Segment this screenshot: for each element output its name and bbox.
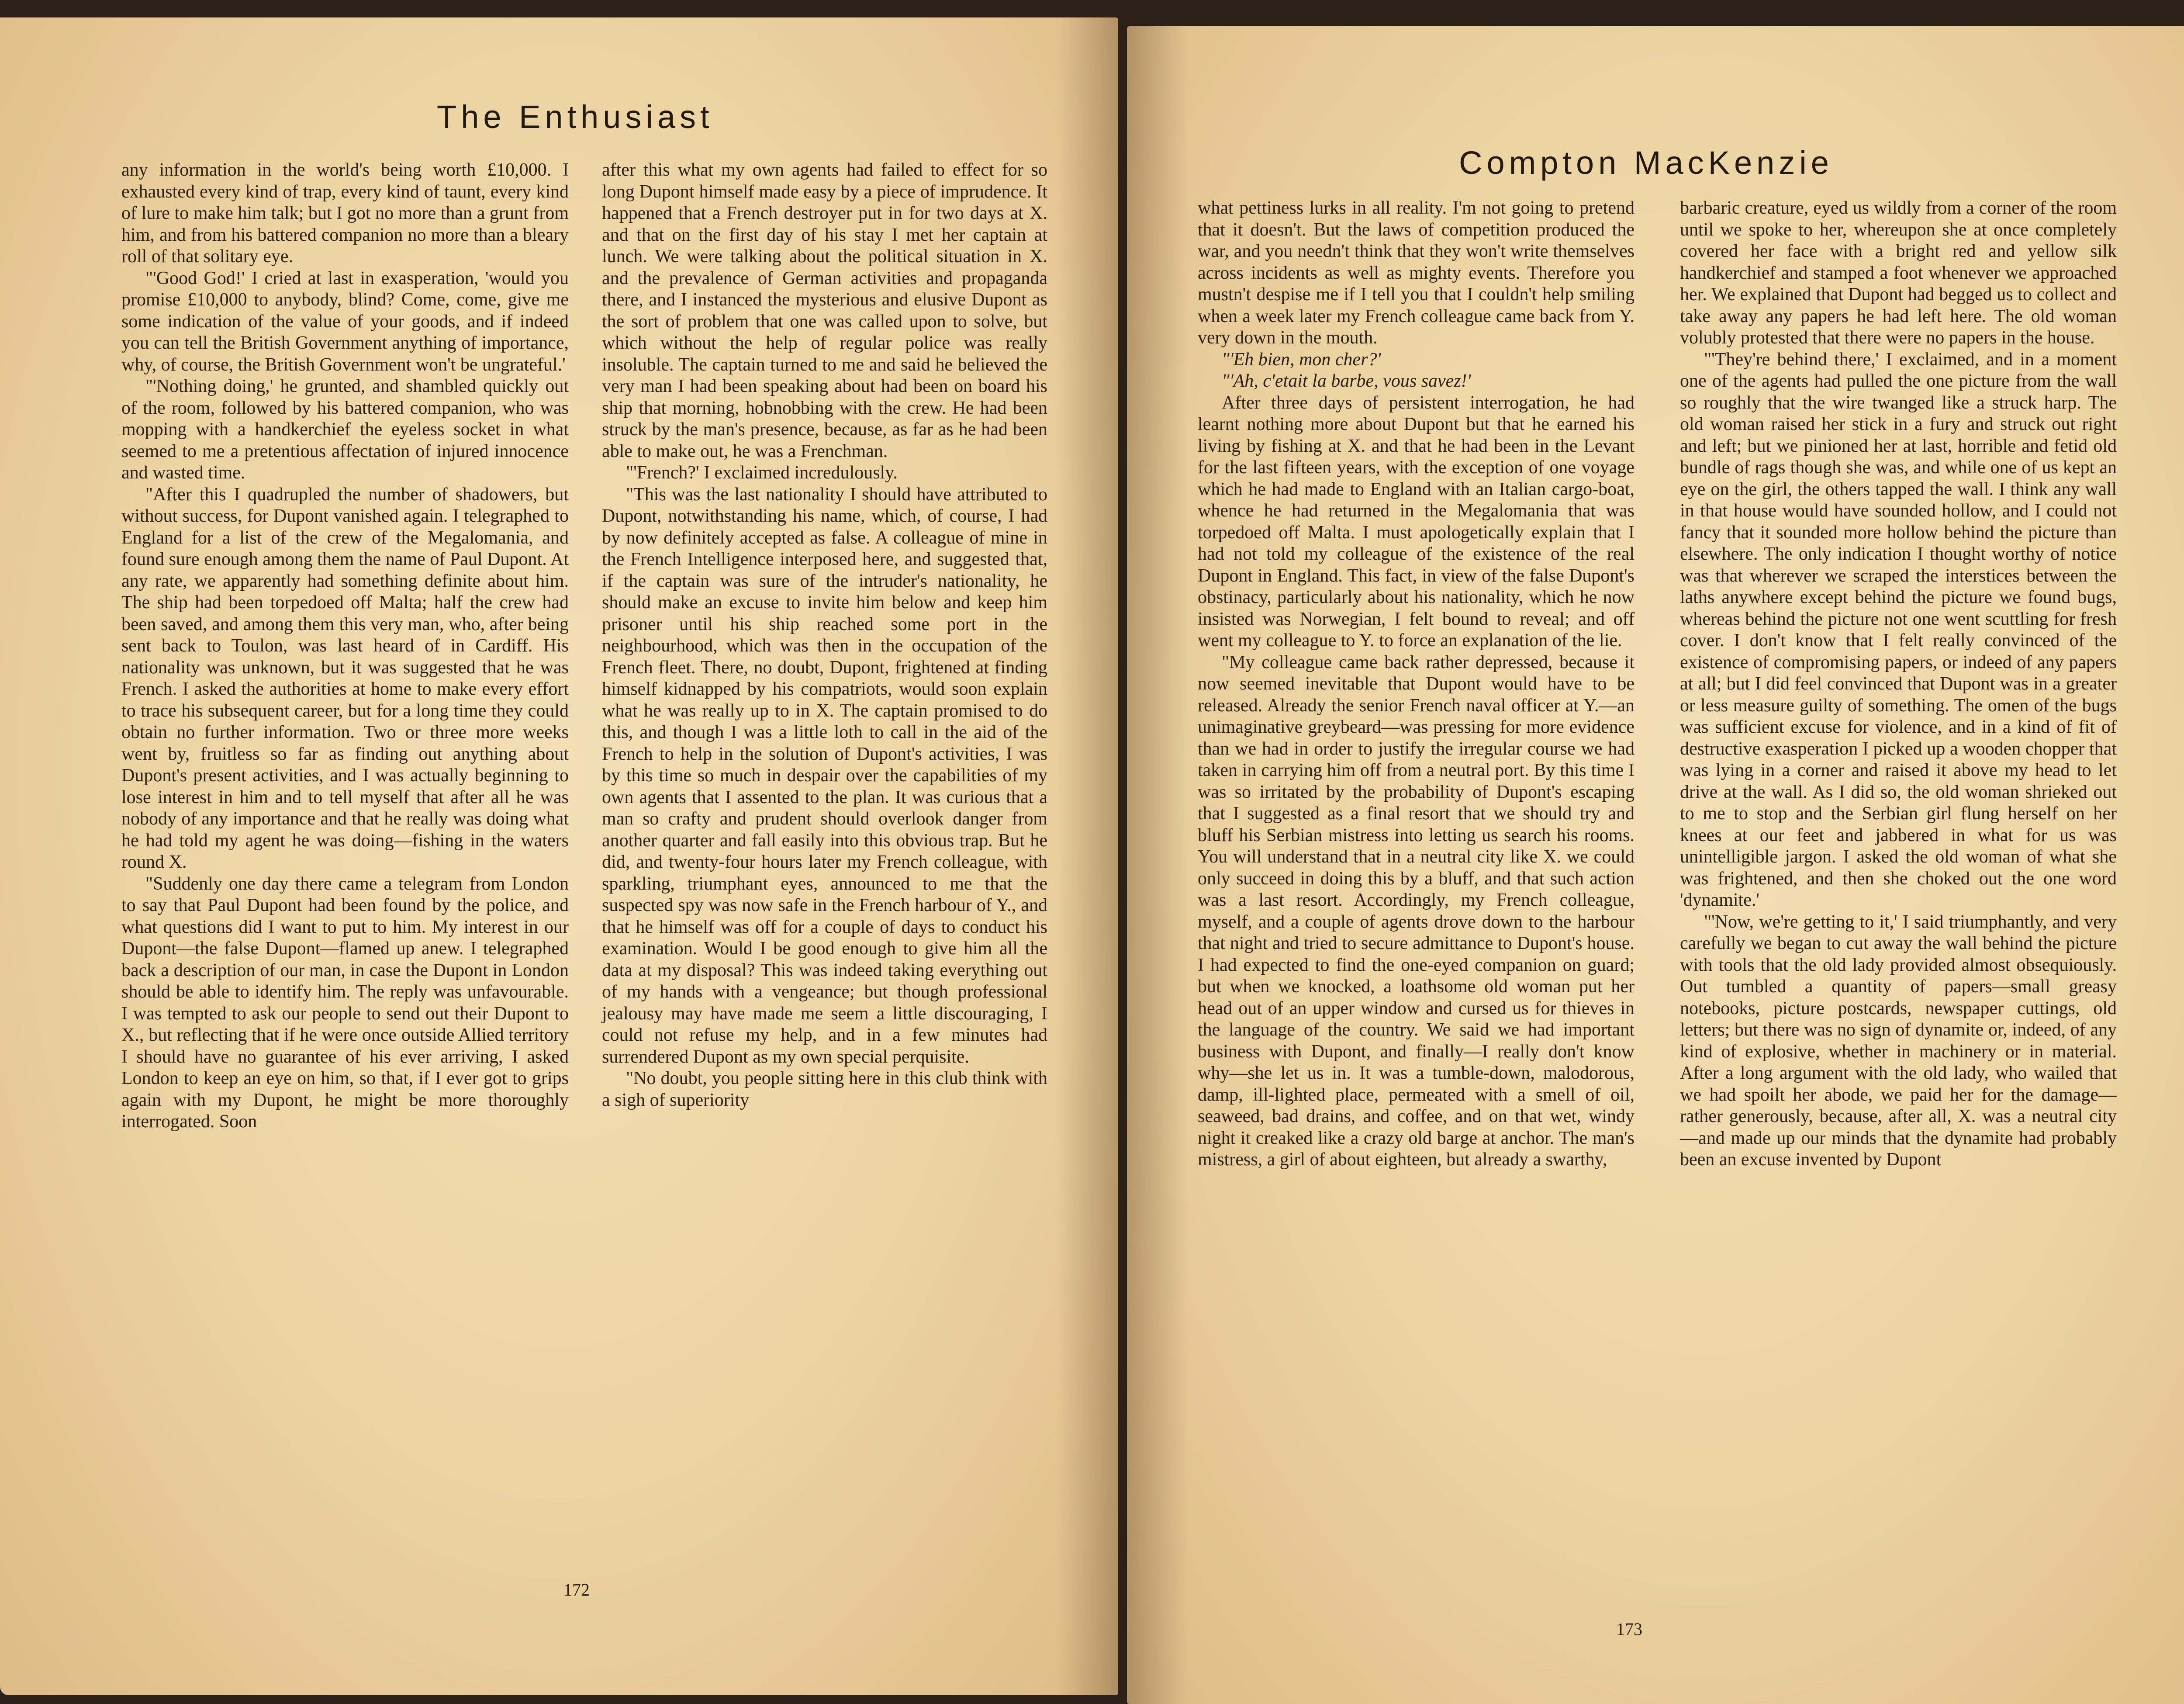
paragraph: "'Nothing doing,' he grunted, and shambled quickly out of the room, followed by his battered companion, who was mopping with a handkerchief the eyeless socket in what seemed to me a pretentious affectation of injured innocence and wasted time. [121,376,569,483]
paragraph: barbaric creature, eyed us wildly from a corner of the room until we spoke to her, whereupon she at once completely covered her face with a bright red and yellow silk handkerchief and stamped a foot whenever we approached her. We explained that Dupont had begged us to collect and take away any papers he had left here. The old woman volubly protested that there were no papers in the house. [1680,198,2117,348]
left-column-1 [121,159,569,1133]
page-number: 173 [1616,1619,1642,1639]
running-header-title: The Enthusiast [437,99,714,135]
paragraph: what pettiness lurks in all reality. I'm not going to pretend that it doesn't. But the laws of competition produced the war, and you needn't think that they won't write themselves across incidents as well as mighty events. Therefore you mustn't despise me if I tell you that I couldn't help smiling when a week later my French colleague came back from Y. very down in the mouth. [1198,198,1635,348]
paragraph: "Suddenly one day there came a telegram from London to say that Paul Dupont had been found by the police, and what questions did I want to put to him. My interest in our Dupont—the false Dupont—flamed up anew. I telegraphed back a description of our man, in case the Dupont in London should be able to identify him. The reply was unfavourable. I was tempted to ask our people to send out their Dupont to X., but reflecting that if he were once outside Allied territory I should have no guarantee of his ever arriving, I asked London to keep an eye on him, so that, if I ever got to grips again with my Dupont, he might be more thoroughly interrogated. Soon [121,873,569,1132]
right-column-1 [1198,197,1635,1171]
right-column-2 [1680,197,2117,1171]
paragraph: "My colleague came back rather depressed, because it now seemed inevitable that Dupont would have to be released. Already the senior French naval officer at Y.—an unimaginative greybeard—was pressing for more evidence than we had in order to justify the irregular course we had taken in carrying him off from a neutral port. By this time I was so irritated by the probability of Dupont's escaping that I suggested as a final resort that we should try and bluff his Serbian mistress into letting us search his rooms. You will understand that in a neutral city like X. we could only succeed in doing this by a bluff, and that such action was a last resort. Accordingly, my French colleague, myself, and a couple of agents drove down to the harbour that night and tried to secure admittance to Dupont's house. I had expected to find the one-eyed companion on guard; but when we knocked, a loathsome old woman put her head out of an upper window and cursed us for thieves in the language of the country. We said we had important business with Dupont, and finally—I really don't know why—she let us in. It was a tumble-down, malodorous, damp, ill-lighted place, permeated with a smell of oil, seaweed, bad drains, and coffee, and on that wet, windy night it creaked like a crazy old barge at anchor. The man's mistress, a girl of about eighteen, but already a swarthy, [1198,652,1635,1170]
right-page [1127,26,2184,1704]
paragraph: any information in the world's being worth £10,000. I exhausted every kind of trap, every kind of taunt, every kind of lure to make him talk; but I got no more than a grunt from him, and from his battered companion no more than a bleary roll of that solitary eye. [121,160,569,267]
paragraph: "'Eh bien, mon cher?' [1222,349,1381,370]
left-column-2 [602,159,1047,1111]
paragraph: "'French?' I exclaimed incredulously. [626,463,898,483]
paragraph: "'They're behind there,' I exclaimed, and in a moment one of the agents had pulled the one picture from the wall so roughly that the wire twanged like a struck harp. The old woman raised her stick in a fury and struck out right and left; but we pinioned her at last, horrible and fetid old bundle of rags though she was, and while one of us kept an eye on the girl, the others tapped the wall. I think any wall in that house would have sounded hollow, and I could not fancy that it sounded more hollow behind the picture than elsewhere. The only indication I thought worthy of notice was that wherever we scraped the interstices between the laths anywhere except behind the picture we found bugs, whereas behind the picture not one went scuttling for fresh cover. I don't know that I felt really convinced of the existence of compromising papers, or indeed of any papers at all; but I did feel convinced that Dupont was in a greater or less measure guilty of something. The omen of the bugs was sufficient excuse for violence, and in a kind of fit of destructive exasperation I picked up a wooden chopper that was lying in a corner and raised it above my head to let drive at the wall. As I did so, the old woman shrieked out to me to stop and the Serbian girl flung herself on her knees at our feet and jabbered in what for us was unintelligible jargon. I asked the old woman of what she was frightened, and then she choked out the one word 'dynamite.' [1680,349,2117,910]
paragraph: "No doubt, you people sitting here in this club think with a sigh of superiority [602,1068,1047,1110]
paragraph: after this what my own agents had failed to effect for so long Dupont himself made easy by a piece of imprudence. It happened that a French destroyer put in for two days at X. and that on the first day of his stay I met her captain at lunch. We were talking about the political situation in X. and the prevalence of German activities and propaganda there, and I instanced the mysterious and elusive Dupont as the sort of problem that one was called upon to solve, but which without the help of regular police was really insoluble. The captain turned to me and said he believed the very man I had been speaking about had been on board his ship that morning, hobnobbing with the crew. He had been struck by the man's presence, because, as far as he had been able to make out, he was a Frenchman. [602,160,1047,461]
paragraph: "'Ah, c'etait la barbe, vous savez!' [1222,371,1471,391]
paragraph: "'Now, we're getting to it,' I said triumphantly, and very carefully we began to cut away the wall behind the picture with tools that the old lady provided almost obsequiously. Out tumbled a quantity of papers—small greasy notebooks, picture postcards, newspaper cuttings, old letters; but there was no sign of dynamite or, indeed, of any kind of explosive, whether in machinery or in material. After a long argument with the old lady, who wailed that we had spoilt her abode, we paid her for the damage—rather generously, because, after all, X. was a neutral city—and made up our minds that the dynamite had probably been an excuse invented by Dupont [1680,911,2117,1170]
paragraph: After three days of persistent interrogation, he had learnt nothing more about Dupont but that he earned his living by fishing at X. and that he had been in the Levant for the last fifteen years, with the exception of one voyage which he had made to England with an Italian cargo-boat, whence he had returned in the Megalomania that was torpedoed off Malta. I must apologetically explain that I had not told my colleague of the existence of the real Dupont in England. This fact, in view of the false Dupont's obstinacy, particularly about his nationality, which he now insisted was Norwegian, I felt bound to reveal; and off went my colleague to Y. to force an explanation of the lie. [1198,392,1635,651]
paragraph: "'Good God!' I cried at last in exasperation, 'would you promise £10,000 to anybody, blind? Come, come, give me some indication of the value of your goods, and if indeed you can tell the British Government anything of importance, why, of course, the British Government won't be ungrateful.' [121,268,569,375]
page-number: 172 [563,1580,590,1600]
running-header-author: Compton MacKenzie [1459,145,1833,181]
paragraph: "After this I quadrupled the number of shadowers, but without success, for Dupont vanished again. I telegraphed to England for a list of the crew of the Megalomania, and found sure enough among them the name of Paul Dupont. At any rate, we apparently had something definite about him. The ship had been torpedoed off Malta; half the crew had been saved, and among them this very man, who, after being sent back to Toulon, was last heard of in Cardiff. His nationality was unknown, but it was suggested that he was French. I asked the authorities at home to make every effort to trace his subsequent career, but for a long time they could obtain no further information. Two or three more weeks went by, fruitless so far as finding out anything about Dupont's present activities, and I was actually beginning to lose interest in him and to tell myself that after all he was nobody of any importance and that he really was doing what he had told my agent he was doing—fishing in the waters round X. [121,484,569,872]
paragraph: "This was the last nationality I should have attributed to Dupont, notwithstanding his name, which, of course, I had by now definitely accepted as false. A colleague of mine in the French Intelligence interposed here, and suggested that, if the captain was sure of the intruder's nationality, he should make an excuse to invite him below and keep him prisoner until his ship reached some port in the neighbourhood, which was then in the occupation of the French fleet. There, no doubt, Dupont, frightened at finding himself kidnapped by his compatriots, would soon explain what he was really up to in X. The captain promised to do this, and though I was a little loth to call in the aid of the French to help in the solution of Dupont's activities, I was by this time so much in despair over the capabilities of my own agents that I assented to the plan. It was curious that a man so crafty and prudent should overlook danger from another quarter and fall easily into this obvious trap. But he did, and twenty-four hours later my French colleague, with sparkling, triumphant eyes, announced to me that the suspected spy was now safe in the French harbour of Y., and that he himself was off for a couple of days to conduct his examination. Would I be good enough to give him all the data at my disposal? This was indeed taking everything out of my hands with a vengeance; but though professional jealousy may have made me seem a little discouraging, I could not refuse my help, and in a few minutes had surrendered Dupont as my own special perquisite. [602,484,1047,1067]
left-page [0,17,1118,1695]
